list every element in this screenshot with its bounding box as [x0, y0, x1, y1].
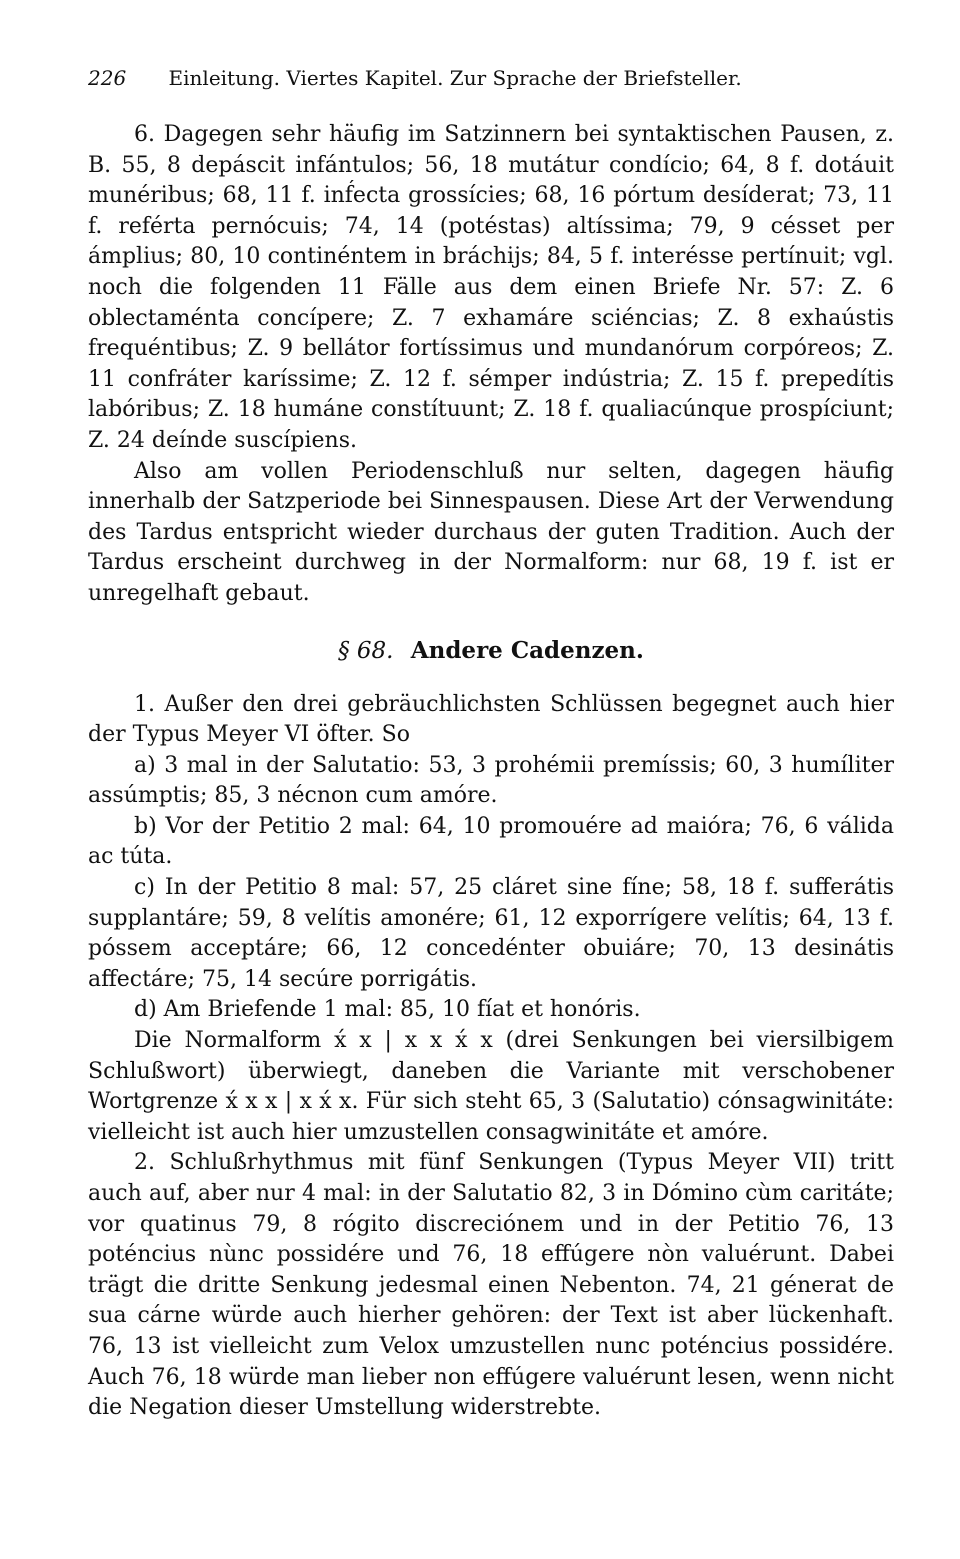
- section-number: § 68.: [338, 637, 394, 664]
- section-heading: [88, 636, 894, 666]
- paragraph-typus-vi-intro: 1. Außer den drei gebräuchlichsten Schlüssen begegnet auch hier der Typus Meyer VI öfter. So: [88, 691, 894, 748]
- paragraph-tardus-examples: 6. Dagegen sehr häufig im Satzinnern bei syntaktischen Pausen, z. B. 55, 8 depáscit infántulos; 56, 18 mutátur condício; 64, 8 f. dotáuit munéribus; 68, 11 f. inf́ecta grossícies; 68, 16 pórtum desíderat; 73, 11 f. reférta pernócuis; 74, 14 (potéstas) altíssima; 79, 9 césset per ámplius; 80, 10 continéntem in bráchijs; 84, 5 f. interésse pertínuit; vgl. noch die folgenden 11 Fälle aus dem einen Briefe Nr. 57: Z. 6 oblectaménta concípere; Z. 7 exhamáre sciéncias; Z. 8 exhaústis frequéntibus; Z. 9 bellátor fortíssimus und mundanórum corpóreos; Z. 11 confráter karíssime; Z. 12 f. sémper indústria; Z. 15 f. prepedítis labóribus; Z. 18 humáne constítuunt; Z. 18 f. qualiacúnque prospíciunt; Z. 24 deínde suscípiens.: [88, 122, 894, 453]
- running-title: Einleitung. Viertes Kapitel. Zur Sprache der Briefsteller.: [168, 66, 742, 90]
- paragraph-in-petitio: c) In der Petitio 8 mal: 57, 25 cláret sine fíne; 58, 18 f. sufferátis supplantáre; 59, 8 velítis amonére; 61, 12 exporrígere velítis; 64, 13 f. póssem acceptáre; 66, 12 concedénter obuiáre; 70, 13 desinátis affectáre; 75, 14 secúre porrigátis.: [88, 875, 894, 992]
- paragraph-salutatio: a) 3 mal in der Salutatio: 53, 3 prohémii premíssis; 60, 3 humíliter assúmptis; 85, 3 nécnon cum amóre.: [88, 752, 894, 809]
- paragraph-normalform: Die Normalform x́ x | x x x́ x (drei Senkungen bei viersilbigem Schlußwort) überwiegt, daneben die Variante mit verschobener Wortgrenze x́ x x | x x́ x. Für sich steht 65, 3 (Salutatio) cónsagwinitáte: vielleicht ist auch hier umzustellen consagwinitáte et amóre.: [88, 1028, 894, 1145]
- page-body: [88, 120, 894, 1424]
- section-title: Andere Cadenzen.: [410, 636, 644, 664]
- running-header: [88, 66, 894, 90]
- paragraph-briefende: d) Am Briefende 1 mal: 85, 10 fíat et honóris.: [134, 997, 641, 1023]
- paragraph-vor-petitio: b) Vor der Petitio 2 mal: 64, 10 promouére ad maióra; 76, 6 válida ac túta.: [88, 813, 894, 870]
- paragraph-typus-vii: 2. Schlußrhythmus mit fünf Senkungen (Typus Meyer VII) tritt auch auf, aber nur 4 mal: in der Salutatio 82, 3 in Dómino cùm caritáte; vor quatinus 79, 8 rógito discreciónem und in der Petitio 76, 13 poténcius nùnc possidére und 76, 18 effúgere nòn valuérunt. Dabei trägt die dritte Senkung jedesmal einen Nebenton. 74, 21 génerat de sua cárne würde auch hierher gehören: der Text ist aber lückenhaft. 76, 13 ist vielleicht zum Velox umzustellen nunc poténcius possidére. Auch 76, 18 würde man lieber non effúgere valuérunt lesen, wenn nicht die Negation dieser Umstellung widerstrebte.: [88, 1150, 894, 1421]
- page-number: 226: [88, 66, 127, 90]
- paragraph-tardus-summary: Also am vollen Periodenschluß nur selten, dagegen häufig innerhalb der Satzperiode bei Sinnespausen. Diese Art der Verwendung des Tardus entspricht wieder durchaus der guten Tradition. Auch der Tardus erscheint durchweg in der Normalform: nur 68, 19 f. ist er unregelhaft gebaut.: [88, 458, 894, 606]
